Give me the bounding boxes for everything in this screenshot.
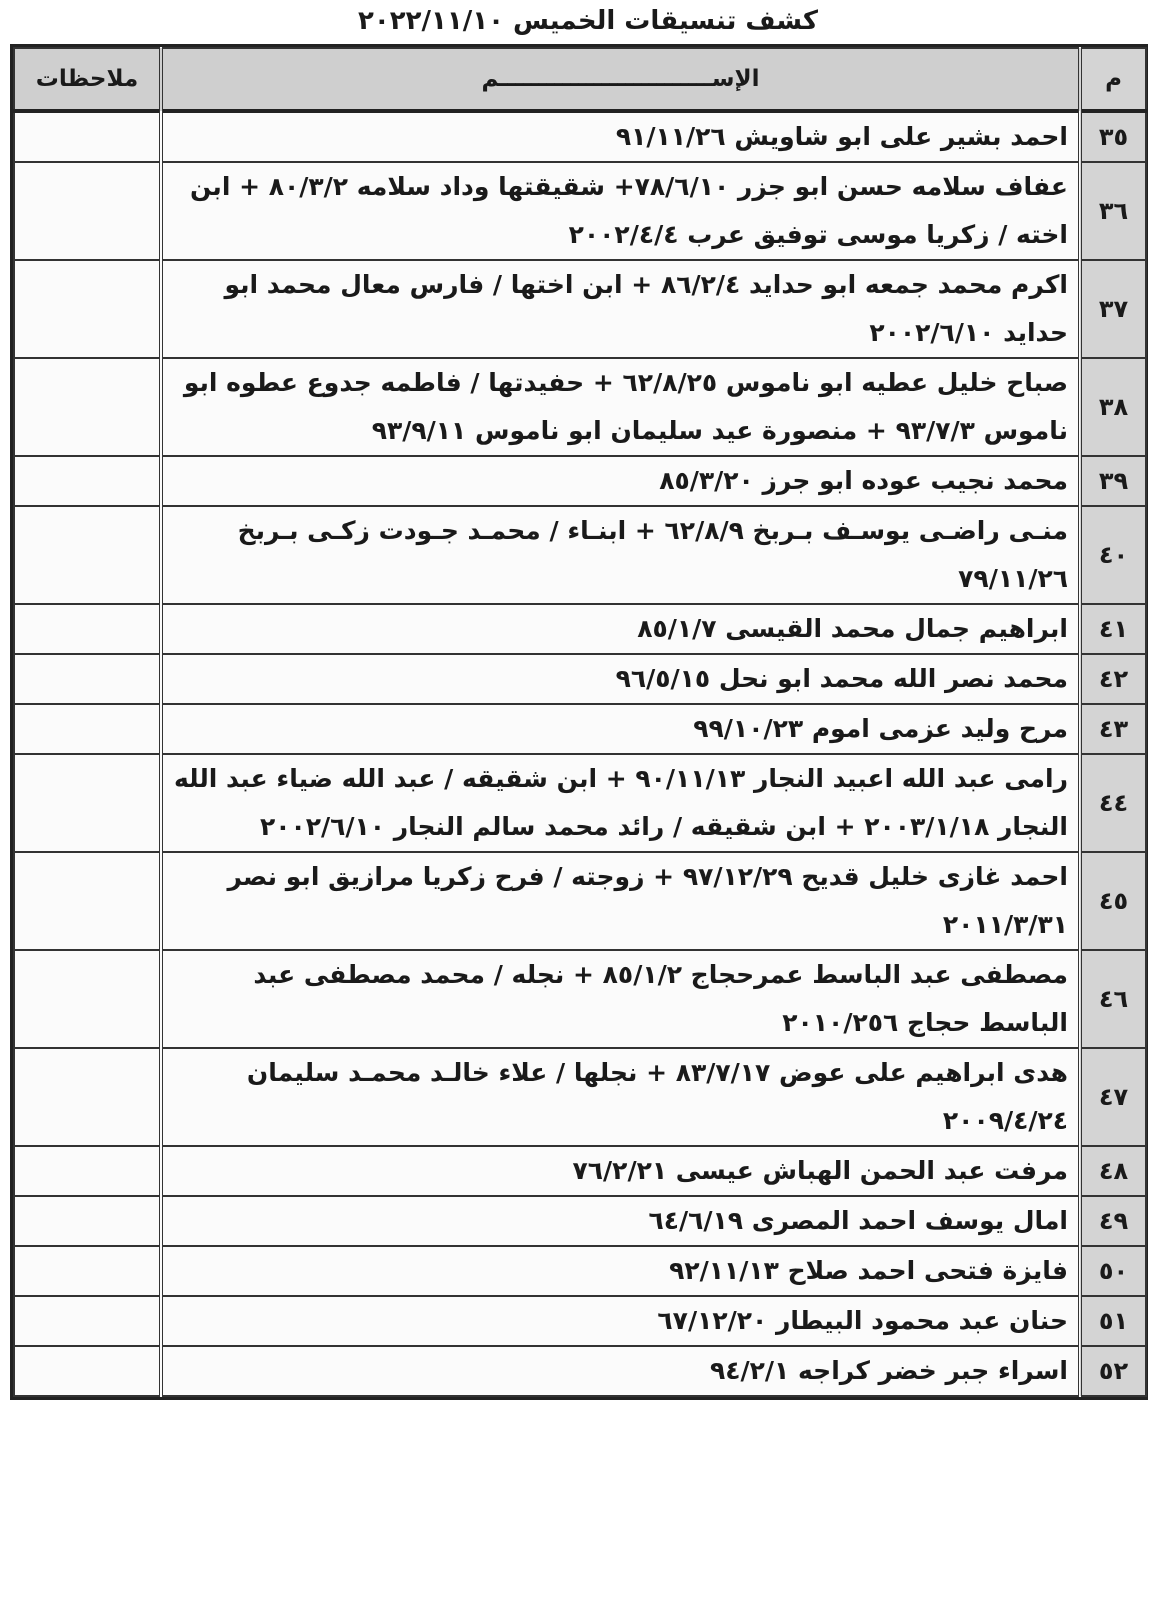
table-row — [14, 1196, 1146, 1246]
row-name: هدى ابراهيم على عوض ٨٣/٧/١٧ + نجلها / علاء خالـد محمـد سليمان ٢٠٠٩/٤/٢٤ — [161, 1048, 1080, 1146]
row-name: مرفت عبد الحمن الهباش عيسى ٧٦/٢/٢١ — [161, 1146, 1080, 1196]
row-notes — [14, 1048, 161, 1146]
header-number: م — [1080, 48, 1146, 111]
row-notes — [14, 852, 161, 950]
row-name: احمد بشير على ابو شاويش ٩١/١١/٢٦ — [161, 111, 1080, 162]
row-number: ٣٨ — [1080, 358, 1146, 456]
row-notes — [14, 111, 161, 162]
row-number: ٤٢ — [1080, 654, 1146, 704]
row-number: ٤٤ — [1080, 754, 1146, 852]
row-number: ٤١ — [1080, 604, 1146, 654]
row-name: اسراء جبر خضر كراجه ٩٤/٢/١ — [161, 1346, 1080, 1396]
row-name: مرح وليد عزمى اموم ٩٩/١٠/٢٣ — [161, 704, 1080, 754]
row-notes — [14, 1346, 161, 1396]
row-name: مصطفى عبد الباسط عمرحجاج ٨٥/١/٢ + نجله / محمد مصطفى عبد الباسط حجاج ٢٠١٠/٢٥٦ — [161, 950, 1080, 1048]
row-name: امال يوسف احمد المصرى ٦٤/٦/١٩ — [161, 1196, 1080, 1246]
table-row — [14, 654, 1146, 704]
row-number: ٤٧ — [1080, 1048, 1146, 1146]
row-number: ٥١ — [1080, 1296, 1146, 1346]
table-header — [14, 48, 1146, 111]
table-body — [14, 111, 1146, 1396]
header-notes: ملاحظات — [14, 48, 161, 111]
row-name: محمد نصر الله محمد ابو نحل ٩٦/٥/١٥ — [161, 654, 1080, 704]
row-number: ٥٢ — [1080, 1346, 1146, 1396]
row-name: منـى راضـى يوسـف بـربخ ٦٢/٨/٩ + ابنـاء / محمـد جـودت زكـى بـربخ ٧٩/١١/٢٦ — [161, 506, 1080, 604]
row-number: ٣٦ — [1080, 162, 1146, 260]
row-number: ٣٥ — [1080, 111, 1146, 162]
row-number: ٤٠ — [1080, 506, 1146, 604]
row-name: عفاف سلامه حسن ابو جزر ٧٨/٦/١٠+ شقيقتها وداد سلامه ٨٠/٣/٢ + ابن اخته / زكريا موسى توفيق عرب ٢٠٠٢/٤/٤ — [161, 162, 1080, 260]
row-number: ٣٩ — [1080, 456, 1146, 506]
row-notes — [14, 950, 161, 1048]
row-notes — [14, 1246, 161, 1296]
table-row — [14, 1246, 1146, 1296]
row-number: ٤٥ — [1080, 852, 1146, 950]
row-name: احمد غازى خليل قديح ٩٧/١٢/٢٩ + زوجته / فرح زكريا مرازيق ابو نصر ٢٠١١/٣/٣١ — [161, 852, 1080, 950]
row-notes — [14, 704, 161, 754]
row-notes — [14, 260, 161, 358]
names-table — [13, 47, 1147, 1397]
row-number: ٤٣ — [1080, 704, 1146, 754]
row-notes — [14, 358, 161, 456]
table-row — [14, 358, 1146, 456]
row-name: صباح خليل عطيه ابو ناموس ٦٢/٨/٢٥ + حفيدتها / فاطمه جدوع عطوه ابو ناموس ٩٣/٧/٣ + منصورة عيد سليمان ابو ناموس ٩٣/٩/١١ — [161, 358, 1080, 456]
table-row — [14, 1296, 1146, 1346]
row-name: فايزة فتحى احمد صلاح ٩٢/١١/١٣ — [161, 1246, 1080, 1296]
row-notes — [14, 1146, 161, 1196]
row-notes — [14, 654, 161, 704]
row-notes — [14, 456, 161, 506]
page-title: كشف تنسيقات الخميس ٢٠٢٢/١١/١٠ — [358, 6, 818, 36]
header-name: الإســـــــــــــــــــــــــــم — [161, 48, 1080, 111]
row-notes — [14, 604, 161, 654]
row-notes — [14, 162, 161, 260]
names-table-frame — [10, 44, 1148, 1400]
row-number: ٣٧ — [1080, 260, 1146, 358]
header-row — [14, 48, 1146, 111]
table-row — [14, 456, 1146, 506]
table-row — [14, 704, 1146, 754]
row-name: اكرم محمد جمعه ابو حدايد ٨٦/٢/٤ + ابن اختها / فارس معال محمد ابو حدايد ٢٠٠٢/٦/١٠ — [161, 260, 1080, 358]
row-number: ٤٩ — [1080, 1196, 1146, 1246]
row-number: ٥٠ — [1080, 1246, 1146, 1296]
row-number: ٤٨ — [1080, 1146, 1146, 1196]
table-row — [14, 852, 1146, 950]
row-name: ابراهيم جمال محمد القيسى ٨٥/١/٧ — [161, 604, 1080, 654]
table-row — [14, 506, 1146, 604]
table-row — [14, 950, 1146, 1048]
table-row — [14, 260, 1146, 358]
table-row — [14, 1146, 1146, 1196]
table-row — [14, 1346, 1146, 1396]
row-name: محمد نجيب عوده ابو جرز ٨٥/٣/٢٠ — [161, 456, 1080, 506]
table-row — [14, 1048, 1146, 1146]
row-number: ٤٦ — [1080, 950, 1146, 1048]
row-name: حنان عبد محمود البيطار ٦٧/١٢/٢٠ — [161, 1296, 1080, 1346]
table-row — [14, 162, 1146, 260]
row-notes — [14, 1296, 161, 1346]
row-notes — [14, 1196, 161, 1246]
row-notes — [14, 506, 161, 604]
row-notes — [14, 754, 161, 852]
table-row — [14, 604, 1146, 654]
table-row — [14, 111, 1146, 162]
row-name: رامى عبد الله اعبيد النجار ٩٠/١١/١٣ + ابن شقيقه / عبد الله ضياء عبد الله النجار ٢٠٠٣/١/١٨ + ابن شقيقه / رائد محمد سالم النجار ٢٠٠٢/٦/١٠ — [161, 754, 1080, 852]
table-row — [14, 754, 1146, 852]
